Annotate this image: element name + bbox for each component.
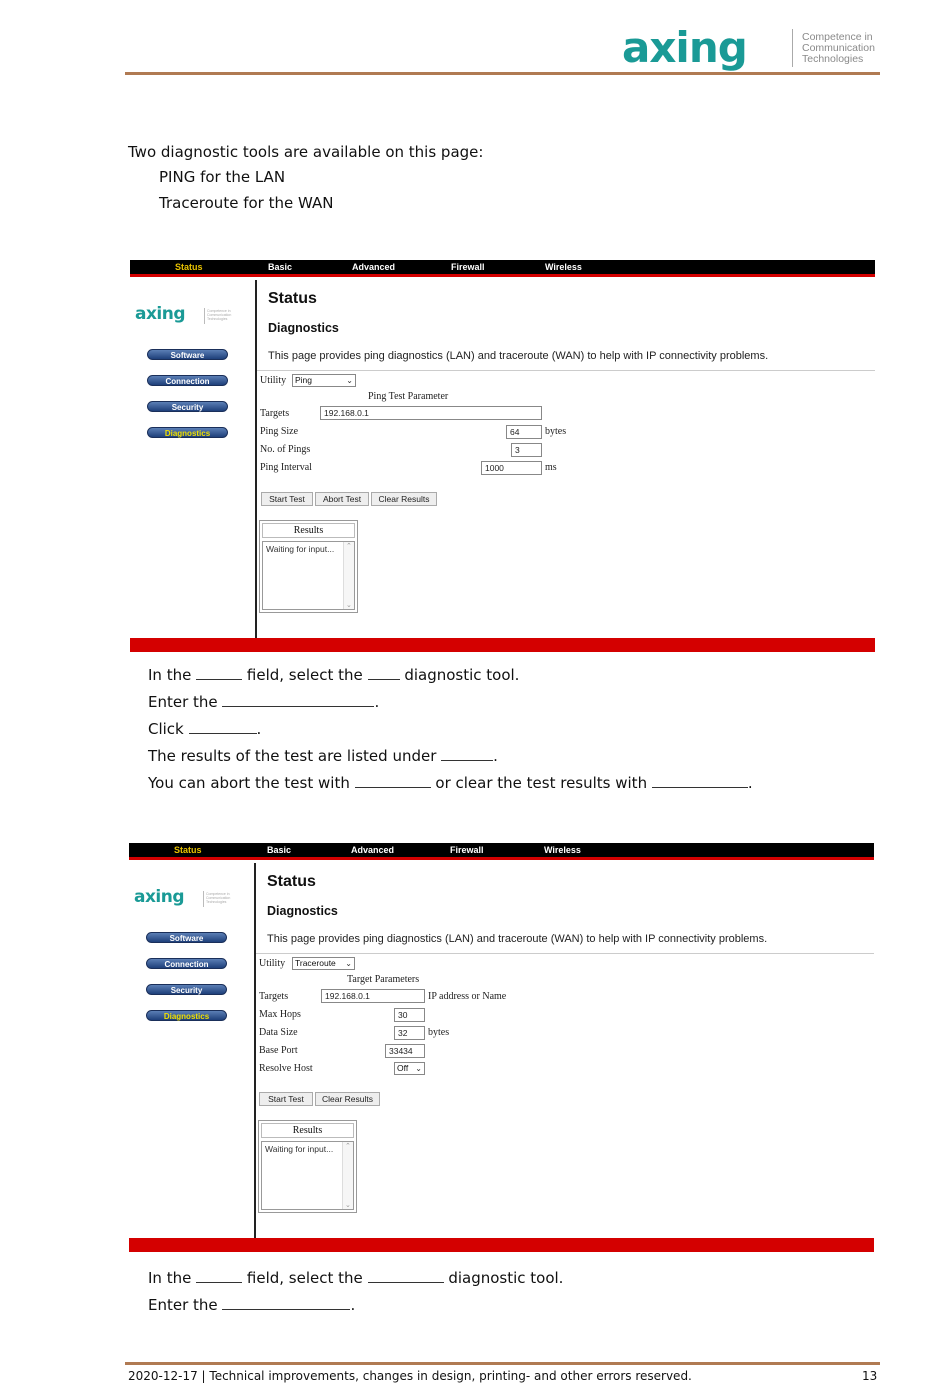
footer-red-bar <box>130 638 875 652</box>
ping-interval-input[interactable]: 1000 <box>481 461 542 475</box>
footer-text: 2020-12-17 | Technical improvements, changes in design, printing- and other errors reserved. <box>128 1369 692 1383</box>
footer-rule <box>125 1362 880 1365</box>
answer-blank[interactable] <box>368 1269 444 1283</box>
page-number: 13 <box>862 1369 878 1383</box>
content-divider <box>256 953 874 954</box>
answer-blank[interactable] <box>196 1269 242 1283</box>
data-size-label: Data Size <box>259 1027 298 1038</box>
sidebar-logo-tagline: Competence in Communication Technologies <box>206 892 231 904</box>
intro-ping: PING for the LAN <box>159 168 286 186</box>
instruction-line: In the field, select the diagnostic tool. <box>148 1269 564 1287</box>
footer-red-bar <box>129 1238 874 1252</box>
logo-wordmark: axing <box>622 23 747 72</box>
answer-blank[interactable] <box>652 774 748 788</box>
header-rule <box>125 72 880 75</box>
sidebar-divider <box>255 280 257 638</box>
answer-blank[interactable] <box>441 747 493 761</box>
instruction-line: You can abort the test with or clear the test results with . <box>148 774 753 792</box>
chevron-down-icon: ⌄ <box>415 1064 422 1073</box>
answer-blank[interactable] <box>222 1296 350 1310</box>
page-description: This page provides ping diagnostics (LAN) and traceroute (WAN) to help with IP connectivity problems. <box>267 933 768 945</box>
abort-test-button[interactable]: Abort Test <box>315 492 369 506</box>
instruction-line: Enter the . <box>148 1296 356 1314</box>
sidebar-logo: axing <box>134 887 185 907</box>
utility-label: Utility <box>259 958 286 969</box>
scroll-up-icon[interactable]: ⌃ <box>345 1143 351 1150</box>
results-textarea[interactable]: Waiting for input... ⌃ ⌄ <box>262 541 355 610</box>
results-scrollbar[interactable] <box>343 542 354 609</box>
trace-section-title: Target Parameters <box>347 974 420 985</box>
nav-wireless[interactable]: Wireless <box>545 262 582 272</box>
targets-input[interactable]: 192.168.0.1 <box>320 406 542 420</box>
instruction-line: In the field, select the diagnostic tool. <box>148 666 520 684</box>
answer-blank[interactable] <box>222 693 374 707</box>
router-screenshot-traceroute <box>129 843 874 1253</box>
sidebar-diagnostics-button[interactable]: Diagnostics <box>147 427 228 438</box>
logo-divider <box>792 29 793 67</box>
max-hops-input[interactable]: 30 <box>394 1008 425 1022</box>
nav-basic[interactable]: Basic <box>268 262 293 272</box>
results-scrollbar[interactable] <box>342 1142 353 1209</box>
answer-blank[interactable] <box>368 666 400 680</box>
scroll-up-icon[interactable]: ⌃ <box>346 543 352 550</box>
clear-results-button[interactable]: Clear Results <box>371 492 437 506</box>
sidebar-logo-divider <box>204 308 205 324</box>
scroll-down-icon[interactable]: ⌄ <box>346 602 352 609</box>
sidebar-logo: axing <box>135 304 186 324</box>
targets-hint: IP address or Name <box>428 991 507 1002</box>
ping-size-input[interactable]: 64 <box>506 425 542 439</box>
instruction-line: Enter the . <box>148 693 380 711</box>
nav-status[interactable]: Status <box>174 845 202 855</box>
page-title: Status <box>267 873 316 890</box>
start-test-button[interactable]: Start Test <box>261 492 313 506</box>
utility-select[interactable]: Traceroute ⌄ <box>292 957 355 970</box>
chevron-down-icon: ⌄ <box>346 376 353 385</box>
targets-input[interactable]: 192.168.0.1 <box>321 989 425 1003</box>
logo-tagline: Competence in Communication Technologies <box>802 31 875 65</box>
nav-wireless[interactable]: Wireless <box>544 845 581 855</box>
chevron-down-icon: ⌄ <box>345 959 352 968</box>
nav-advanced[interactable]: Advanced <box>352 262 396 272</box>
utility-label: Utility <box>260 375 287 386</box>
answer-blank[interactable] <box>196 666 242 680</box>
sidebar-logo-divider <box>203 891 204 907</box>
page-subtitle: Diagnostics <box>267 904 338 918</box>
clear-results-button[interactable]: Clear Results <box>315 1092 380 1106</box>
answer-blank[interactable] <box>355 774 431 788</box>
nav-basic[interactable]: Basic <box>267 845 292 855</box>
nav-firewall[interactable]: Firewall <box>450 845 484 855</box>
results-heading: Results <box>261 1123 354 1138</box>
sidebar-divider <box>254 863 256 1238</box>
utility-select[interactable]: Ping ⌄ <box>292 374 356 387</box>
results-panel <box>259 520 358 613</box>
ping-interval-label: Ping Interval <box>260 462 312 473</box>
nav-status[interactable]: Status <box>175 262 203 272</box>
data-size-unit: bytes <box>428 1027 450 1038</box>
sidebar-security-button[interactable]: Security <box>146 984 227 995</box>
sidebar-connection-button[interactable]: Connection <box>147 375 228 386</box>
start-test-button[interactable]: Start Test <box>259 1092 313 1106</box>
resolve-host-label: Resolve Host <box>259 1063 313 1074</box>
ping-interval-unit: ms <box>545 462 557 473</box>
results-textarea[interactable]: Waiting for input... ⌃ ⌄ <box>261 1141 354 1210</box>
content-divider <box>257 370 875 371</box>
answer-blank[interactable] <box>189 720 257 734</box>
nav-advanced[interactable]: Advanced <box>351 845 395 855</box>
intro-line: Two diagnostic tools are available on this page: <box>128 143 484 161</box>
instruction-line: Click . <box>148 720 262 738</box>
max-hops-label: Max Hops <box>259 1009 301 1020</box>
results-panel <box>258 1120 357 1213</box>
sidebar-software-button[interactable]: Software <box>147 349 228 360</box>
ping-size-label: Ping Size <box>260 426 299 437</box>
intro-traceroute: Traceroute for the WAN <box>159 194 334 212</box>
ping-size-unit: bytes <box>545 426 567 437</box>
targets-label: Targets <box>260 408 290 419</box>
sidebar-security-button[interactable]: Security <box>147 401 228 412</box>
page-description: This page provides ping diagnostics (LAN) and traceroute (WAN) to help with IP connectivity problems. <box>268 350 769 362</box>
base-port-input[interactable]: 33434 <box>385 1044 425 1058</box>
sidebar-software-button[interactable]: Software <box>146 932 227 943</box>
page-subtitle: Diagnostics <box>268 321 339 335</box>
router-screenshot-ping <box>130 260 875 652</box>
axing-logo <box>622 23 882 72</box>
sidebar-connection-button[interactable]: Connection <box>146 958 227 969</box>
resolve-host-select[interactable]: Off ⌄ <box>394 1062 425 1075</box>
results-heading: Results <box>262 523 355 538</box>
ping-count-label: No. of Pings <box>260 444 311 455</box>
ping-section-title: Ping Test Parameter <box>368 391 449 402</box>
nav-firewall[interactable]: Firewall <box>451 262 485 272</box>
data-size-input[interactable]: 32 <box>394 1026 425 1040</box>
base-port-label: Base Port <box>259 1045 298 1056</box>
scroll-down-icon[interactable]: ⌄ <box>345 1202 351 1209</box>
page-title: Status <box>268 290 317 307</box>
top-nav <box>130 260 875 277</box>
sidebar-diagnostics-button[interactable]: Diagnostics <box>146 1010 227 1021</box>
targets-label: Targets <box>259 991 289 1002</box>
ping-count-input[interactable]: 3 <box>511 443 542 457</box>
top-nav <box>129 843 874 860</box>
sidebar-logo-tagline: Competence in Communication Technologies <box>207 309 232 321</box>
instruction-line: The results of the test are listed under . <box>148 747 498 765</box>
